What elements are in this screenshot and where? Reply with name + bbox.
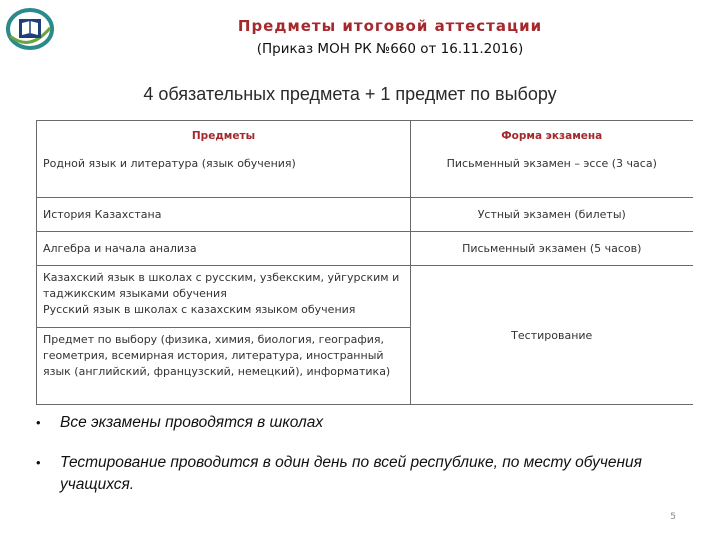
page-subtitle: 4 обязательных предмета + 1 предмет по выбору [143,84,557,104]
table-row [37,266,693,328]
ministry-logo-icon [6,8,54,50]
bullet-text: Тестирование проводится в один день по всей республике, по месту обучения учащихся. [60,454,642,493]
exam-table [36,120,693,405]
page-title: Предметы итоговой аттестации [237,17,543,35]
table-row [37,147,693,198]
form-cell: Письменный экзамен (5 часов) [411,232,693,266]
subject-cell: Родной язык и литература (язык обучения) [37,147,411,198]
bullet-list [36,412,676,496]
form-cell-merged: Тестирование [411,266,693,405]
bullet-text: Все экзамены проводятся в школах [60,414,324,431]
form-cell: Письменный экзамен – эссе (3 часа) [411,147,693,198]
order-reference: (Приказ МОН РК №660 от 16.11.2016) [256,41,524,57]
bullet-icon: • [36,455,41,470]
bullet-icon: • [36,415,41,430]
subject-cell: Казахский язык в школах с русским, узбекским, уйгурским и таджикским языками обучения Русский язык в школах с казахским языком обучения [37,266,411,328]
page-number: 5 [670,512,676,522]
table-row [37,232,693,266]
bullet-item [36,412,676,434]
column-header-form: Форма экзамена [411,121,693,148]
column-header-subjects: Предметы [37,121,411,148]
subject-cell: Алгебра и начала анализа [37,232,411,266]
form-cell: Устный экзамен (билеты) [411,198,693,232]
bullet-item [36,452,676,496]
subject-cell: История Казахстана [37,198,411,232]
subject-cell: Предмет по выбору (физика, химия, биология, география, геометрия, всемирная история, литература, иностранный язык (английский, французский, немецкий), информатика) [37,328,411,405]
table-header-row [37,121,693,148]
table-row [37,198,693,232]
